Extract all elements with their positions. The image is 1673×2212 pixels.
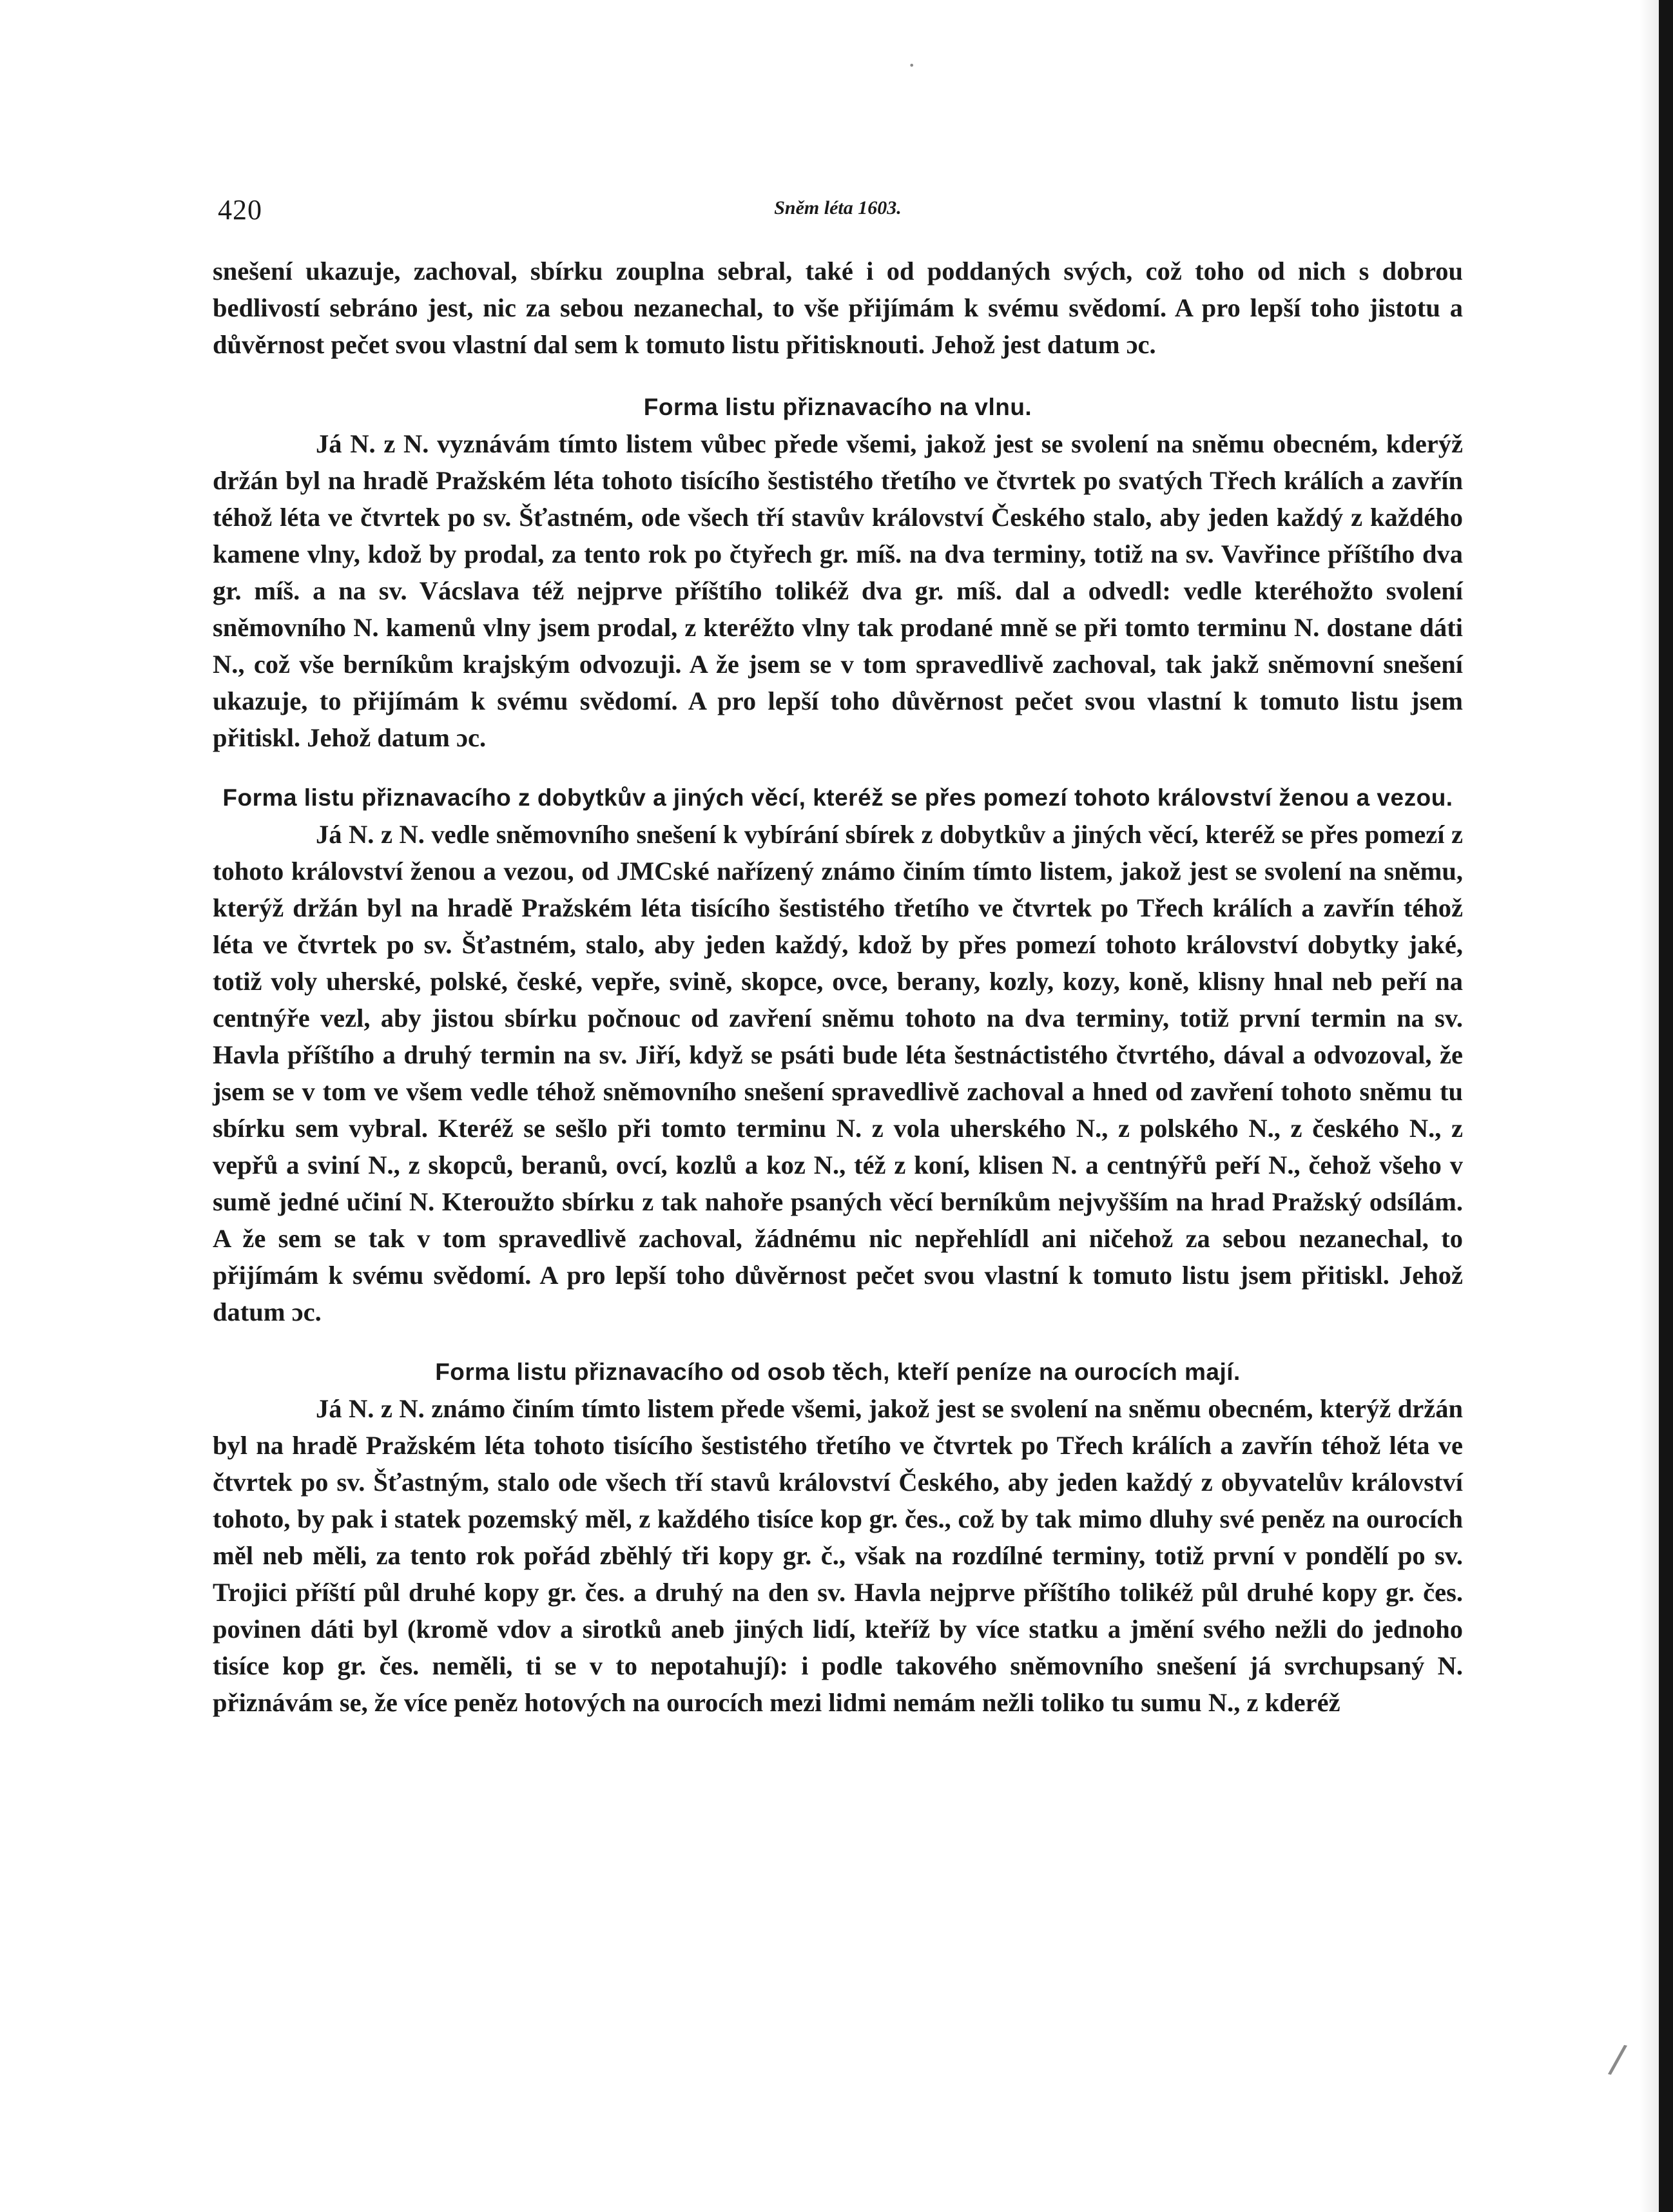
scan-speck: • (909, 59, 915, 72)
scan-edge-border (1659, 0, 1673, 2212)
intro-paragraph: snešení ukazuje, zachoval, sbírku zouplna sebral, také i od poddaných svých, což toho od nich s dobrou bedlivostí sebráno jest, nic za sebou nezanechal, to vše přijímám k svému svědomí. A pro lepší toho jistotu a důvěrnost pečet svou vlastní dal sem k tomuto listu přitisknouti. Jehož jest datum ɔc. (213, 257, 1463, 359)
section-heading-interest: Forma listu přiznavacího od osob těch, kteří peníze na ourocích mají. (435, 1359, 1241, 1385)
running-head (213, 193, 1463, 232)
section-paragraph-livestock: Já N. z N. vedle sněmovního snešení k vybírání sbírek z dobytkův a jiných věcí, kteréž se přes pomezí z tohoto království ženou a vezou, od JMCské nařízený známo činím tímto listem, jakož jest se svolení na sněmu, kterýž držán byl na hradě Pražském léta tisícího šestistého třetího ve čtvrtek po Třech králích a zavřín téhož léta ve čtvrtek po sv. Šťastném, stalo, aby jeden každý, kdož by přes pomezí tohoto království dobytky jaké, totiž voly uherské, polské, české, vepře, svině, skopce, ovce, berany, kozly, kozy, koně, klisny hnal neb peří na centnýře vezl, aby jistou sbírku počnouc od zavření sněmu tohoto na dva terminy, totiž první termin na sv. Havla příštího a druhý termin na sv. Jiří, když se psáti bude léta šestnáctistého čtvrtého, dával a odvozoval, že jsem se v tom ve všem vedle téhož sněmovního snešení spravedlivě zachoval a hned od zavření tohoto sněmu tu sbírku sem vybral. Kteréž se sešlo při tomto terminu N. z vola uherského N., z polského N., z českého N., z vepřů a sviní N., z skopců, beranů, ovcí, kozlů a koz N., též z koní, klisen N. a centnýřů peří N., čehož všeho v sumě jedné učiní N. Kteroužto sbírku z tak nahoře psaných věcí berníkům nejvyšším na hrad Pražský odsílám. A že sem se tak v tom spravedlivě zachoval, žádnému nic nepřehlídl ani ničehož za sebou nezanechal, to přijímám k svému svědomí. A pro lepší toho důvěrnost pečet svou vlastní k tomuto listu jsem přitiskl. Jehož datum ɔc. (213, 820, 1463, 1326)
section-paragraph-wool: Já N. z N. vyznávám tímto listem vůbec přede všemi, jakož jest se svolení na sněmu obecném, kderýž držán byl na hradě Pražském léta tohoto tisícího šestistého třetího ve čtvrtek po svatých Třech králích a zavřín téhož léta ve čtvrtek po sv. Šťastném, ode všech tří stavův království Českého stalo, aby jeden každý z každého kamene vlny, kdož by prodal, za tento rok po čtyřech gr. míš. na dva terminy, totiž na sv. Vavřince příštího dva gr. míš. a na sv. Vácslava též nejprve příštího tolikéž dva gr. míš. dal a odvedl: vedle kteréhožto svolení sněmovního N. kamenů vlny jsem prodal, z kteréžto vlny tak prodané mně se při tomto terminu N. dostane dáti N., což vše berníkům krajským odvozuji. A že jsem se v tom spravedlivě zachoval, tak jakž sněmovní snešení ukazuje, to přijímám k svému svědomí. A pro lepší toho důvěrnost pečet svou vlastní k tomuto listu jsem přitiskl. Jehož datum ɔc. (213, 429, 1463, 752)
section-heading-livestock: Forma listu přiznavacího z dobytkův a jiných věcí, kteréž se přes pomezí tohoto království ženou a vezou. (222, 784, 1453, 811)
section-heading-wool: Forma listu přiznavacího na vlnu. (643, 394, 1032, 420)
document-page (213, 193, 1463, 1721)
section-paragraph-interest: Já N. z N. známo činím tímto listem přede všemi, jakož jest se svolení na sněmu obecném, kterýž držán byl na hradě Pražském léta tohoto tisícího šestistého třetího ve čtvrtek po Třech králích a zavřín téhož léta ve čtvrtek po sv. Šťastným, stalo ode všech tří stavů království Českého, aby jeden každý z obyvatelův království tohoto, by pak i statek pozemský měl, z každého tisíce kop gr. čes., což by tak mimo dluhy své peněz na ourocích měl neb měli, za tento rok pořád zběhlý tři kopy gr. č., však na rozdílné terminy, totiž první v pondělí po sv. Trojici příští půl druhé kopy gr. čes. a druhý na den sv. Havla nejprve příštího tolikéž půl druhé kopy gr. čes. povinen dáti byl (kromě vdov a sirotků aneb jiných lidí, kteříž by více statku a jmění svého nežli do jednoho tisíce kop gr. čes. neměli, ti se v to nepotahují): i podle takového sněmovního snešení já svrchupsaný N. přiznávám se, že více peněz hotových na ourocích mezi lidmi nemám nežli toliko tu sumu N., z kderéž (213, 1394, 1463, 1717)
page-number: 420 (218, 194, 262, 226)
scan-edge-shadow (1639, 0, 1659, 2212)
scan-scratch: / (1606, 2035, 1629, 2083)
body-text (213, 253, 1463, 1721)
running-title: Sněm léta 1603. (774, 197, 902, 218)
